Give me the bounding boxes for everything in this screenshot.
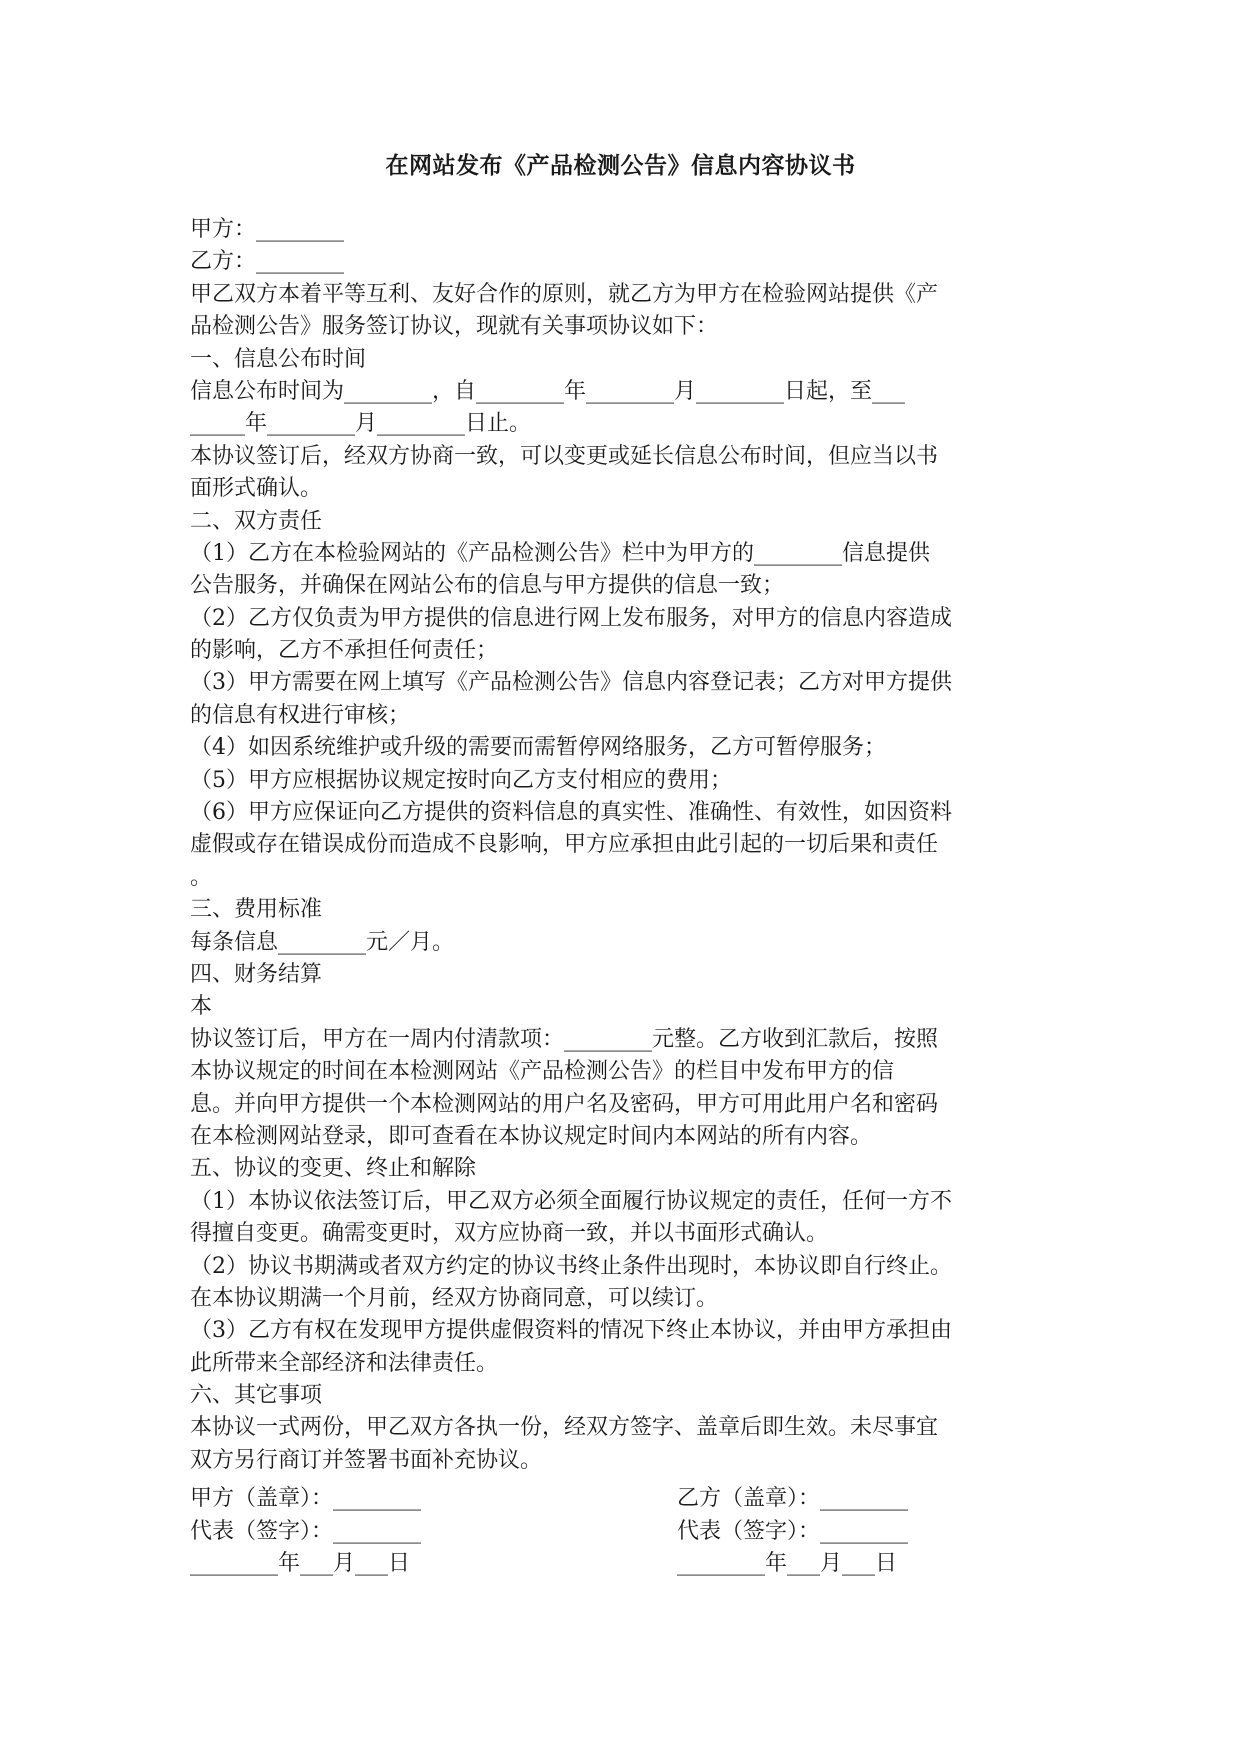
clause-line: 的影响，乙方不承担任何责任； (190, 638, 499, 664)
clause-line: 公告服务，并确保在网站公布的信息与甲方提供的信息一致； (190, 573, 785, 599)
paragraph-line: 信息公布时间为________，自________年________月________日起，至___ (190, 378, 906, 404)
intro-line: 品检测公告》服务签订协议，现就有关事项协议如下： (190, 314, 719, 340)
section-heading-5: 五、协议的变更、终止和解除 (190, 1156, 477, 1182)
clause-line: 虚假或存在错误成份而造成不良影响，甲方应承担由此引起的一切后果和责任 (190, 832, 939, 858)
section-heading-4: 四、财务结算 (190, 961, 323, 987)
party-a-date: ________年___月___日 (190, 1551, 411, 1576)
section-heading-6: 六、其它事项 (190, 1383, 323, 1409)
paragraph-line: 本协议一式两份，甲乙双方各执一份，经双方签字、盖章后即生效。未尽事宜 (190, 1415, 939, 1441)
signature-party-a (190, 1483, 421, 1581)
clause-line: （4）如因系统维护或升级的需要而需暂停网络服务，乙方可暂停服务； (190, 735, 886, 761)
party-b-date: ________年___月___日 (677, 1551, 898, 1576)
clause-line: （5）甲方应根据协议规定按时向乙方支付相应的费用； (190, 767, 732, 793)
clause-line: 。 (190, 864, 213, 890)
paragraph-line: 每条信息________元／月。 (190, 929, 455, 955)
document-body (190, 214, 1050, 1477)
clause-line: （2）协议书期满或者双方约定的协议书终止条件出现时，本协议即自行终止。 (190, 1253, 952, 1279)
paragraph-line: 在本检测网站登录，即可查看在本协议规定时间内本网站的所有内容。 (190, 1123, 873, 1149)
signature-party-b (677, 1483, 908, 1581)
paragraph-line: _____年________月________日止。 (190, 411, 532, 437)
paragraph-line: 协议签订后，甲方在一周内付清款项：________元整。乙方收到汇款后，按照 (190, 1026, 939, 1052)
paragraph-line: 息。并向甲方提供一个本检测网站的用户名及密码，甲方可用此用户名和密码 (190, 1091, 939, 1117)
clause-line: （3）甲方需要在网上填写《产品检测公告》信息内容登记表；乙方对甲方提供 (190, 670, 952, 696)
section-heading-3: 三、费用标准 (190, 897, 323, 923)
party-b-seal: 乙方（盖章）：________ (677, 1486, 909, 1511)
clause-line: （1）乙方在本检验网站的《产品检测公告》栏中为甲方的________信息提供 (190, 540, 930, 566)
clause-line: （1）本协议依法签订后，甲乙双方必须全面履行协议规定的责任，任何一方不 (190, 1188, 952, 1214)
paragraph-line: 双方另行商订并签署书面补充协议。 (190, 1447, 543, 1473)
clause-line: （3）乙方有权在发现甲方提供虚假资料的情况下终止本协议，并由甲方承担由 (190, 1318, 952, 1344)
paragraph-line: 本协议规定的时间在本检测网站《产品检测公告》的栏目中发布甲方的信 (190, 1059, 895, 1085)
paragraph-line: 面形式确认。 (190, 476, 323, 502)
party-b-representative: 代表（签字）：________ (677, 1518, 909, 1544)
clause-line: 在本协议期满一个月前，经双方协商同意，可以续订。 (190, 1285, 719, 1311)
section-heading-2: 二、双方责任 (190, 508, 323, 534)
clause-line: 得擅自变更。确需变更时，双方应协商一致，并以书面形式确认。 (190, 1221, 829, 1247)
party-b-line: 乙方：________ (190, 249, 345, 275)
clause-line: （2）乙方仅负责为甲方提供的信息进行网上发布服务，对甲方的信息内容造成 (190, 605, 952, 631)
clause-line: 此所带来全部经济和法律责任。 (190, 1350, 499, 1376)
document-title: 在网站发布《产品检测公告》信息内容协议书 (385, 152, 856, 179)
party-a-seal: 甲方（盖章）：________ (190, 1486, 422, 1511)
clause-line: 的信息有权进行审核； (190, 702, 411, 728)
paragraph-line: 本协议签订后，经双方协商一致，可以变更或延长信息公布时间，但应当以书 (190, 443, 939, 469)
clause-line: （6）甲方应保证向乙方提供的资料信息的真实性、准确性、有效性，如因资料 (190, 800, 952, 826)
intro-line: 甲乙双方本着平等互利、友好合作的原则，就乙方为甲方在检验网站提供《产 (190, 281, 939, 307)
party-a-representative: 代表（签字）：________ (190, 1518, 422, 1544)
section-heading-1: 一、信息公布时间 (190, 346, 367, 372)
paragraph-line: 本 (190, 994, 213, 1020)
party-a-line: 甲方：________ (190, 217, 345, 242)
